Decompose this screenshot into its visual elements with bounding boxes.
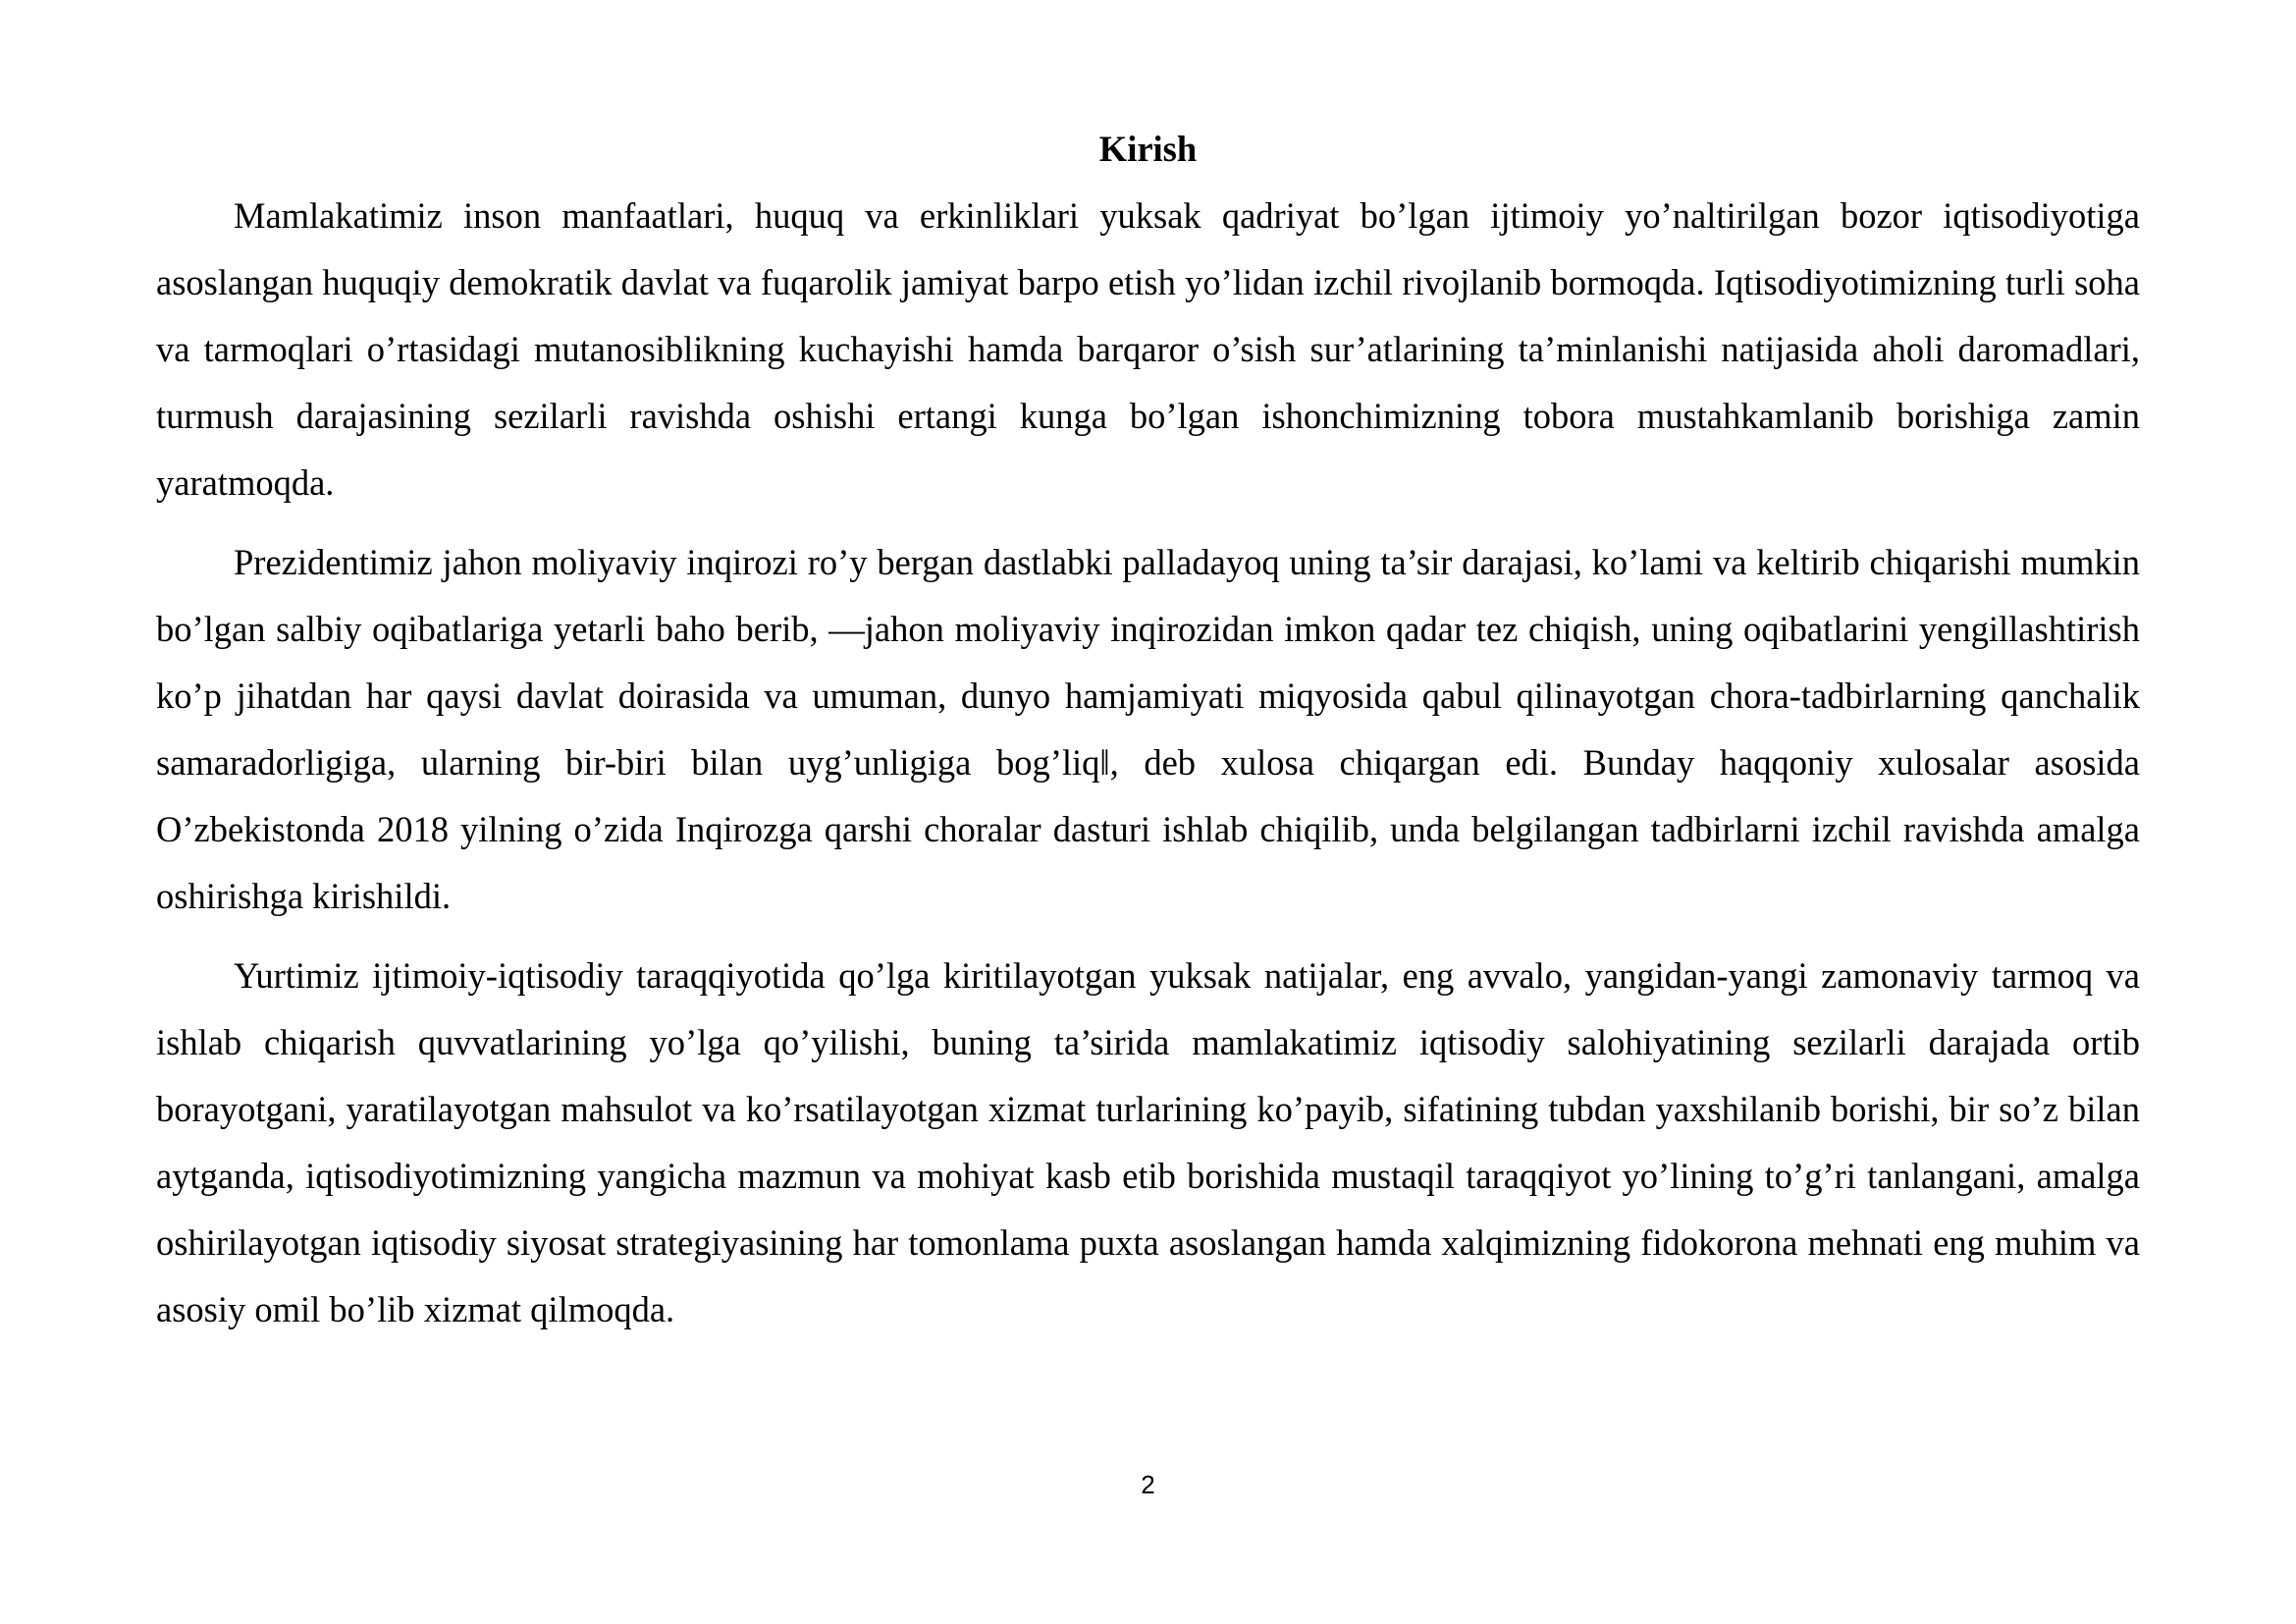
paragraph-2: Prezidentimiz jahon moliyaviy inqirozi ro’y bergan dastlabki palladayoq uning ta’sir darajasi, ko’lami va keltirib chiqarishi mumkin bo’lgan salbiy oqibatlariga yetarli baho berib, ―jahon moliyaviy inqirozidan imkon qadar tez chiqish, uning oqibatlarini yengillashtirish ko’p jihatdan har qaysi davlat doirasida va umuman, dunyo hamjamiyati miqyosida qabul qilinayotgan chora-tadbirlarning qanchalik samaradorligiga, ularning bir-biri bilan uyg’unligiga bog’liq‖, deb xulosa chiqargan edi. Bunday haqqoniy xulosalar asosida O’zbekistonda 2018 yilning o’zida Inqirozga qarshi choralar dasturi ishlab chiqilib, unda belgilangan tadbirlarni izchil ravishda amalga oshirishga kirishildi. <box>156 542 2140 916</box>
paragraph-1: Mamlakatimiz inson manfaatlari, huquq va erkinliklari yuksak qadriyat bo’lgan ijtimoiy yo’naltirilgan bozor iqtisodiyotiga asoslangan huquqiy demokratik davlat va fuqarolik jamiyat barpo etish yo’lidan izchil rivojlanib bormoqda. Iqtisodiyotimizning turli soha va tarmoqlari o’rtasidagi mutanosiblikning kuchayishi hamda barqaror o’sish sur’atlarining ta’minlanishi natijasida aholi daromadlari, turmush darajasining sezilarli ravishda oshishi ertangi kunga bo’lgan ishonchimizning tobora mustahkamlanib borishiga zamin yaratmoqda. <box>156 195 2140 503</box>
page-number: 2 <box>1141 1470 1155 1499</box>
page-title: Kirish <box>1098 129 1198 169</box>
paragraph-3: Yurtimiz ijtimoiy-iqtisodiy taraqqiyotida qo’lga kiritilayotgan yuksak natijalar, eng avvalo, yangidan-yangi zamonaviy tarmoq va ishlab chiqarish quvvatlarining yo’lga qo’yilishi, buning ta’sirida mamlakatimiz iqtisodiy salohiyatining sezilarli darajada ortib borayotgani, yaratilayotgan mahsulot va ko’rsatilayotgan xizmat turlarining ko’payib, sifatining tubdan yaxshilanib borishi, bir so’z bilan aytganda, iqtisodiyotimizning yangicha mazmun va mohiyat kasb etib borishida mustaqil taraqqiyot yo’lining to’g’ri tanlangani, amalga oshirilayotgan iqtisodiy siyosat strategiyasining har tomonlama puxta asoslangan hamda xalqimizning fidokorona mehnati eng muhim va asosiy omil bo’lib xizmat qilmoqda. <box>156 955 2140 1329</box>
page-content <box>156 116 2140 1356</box>
